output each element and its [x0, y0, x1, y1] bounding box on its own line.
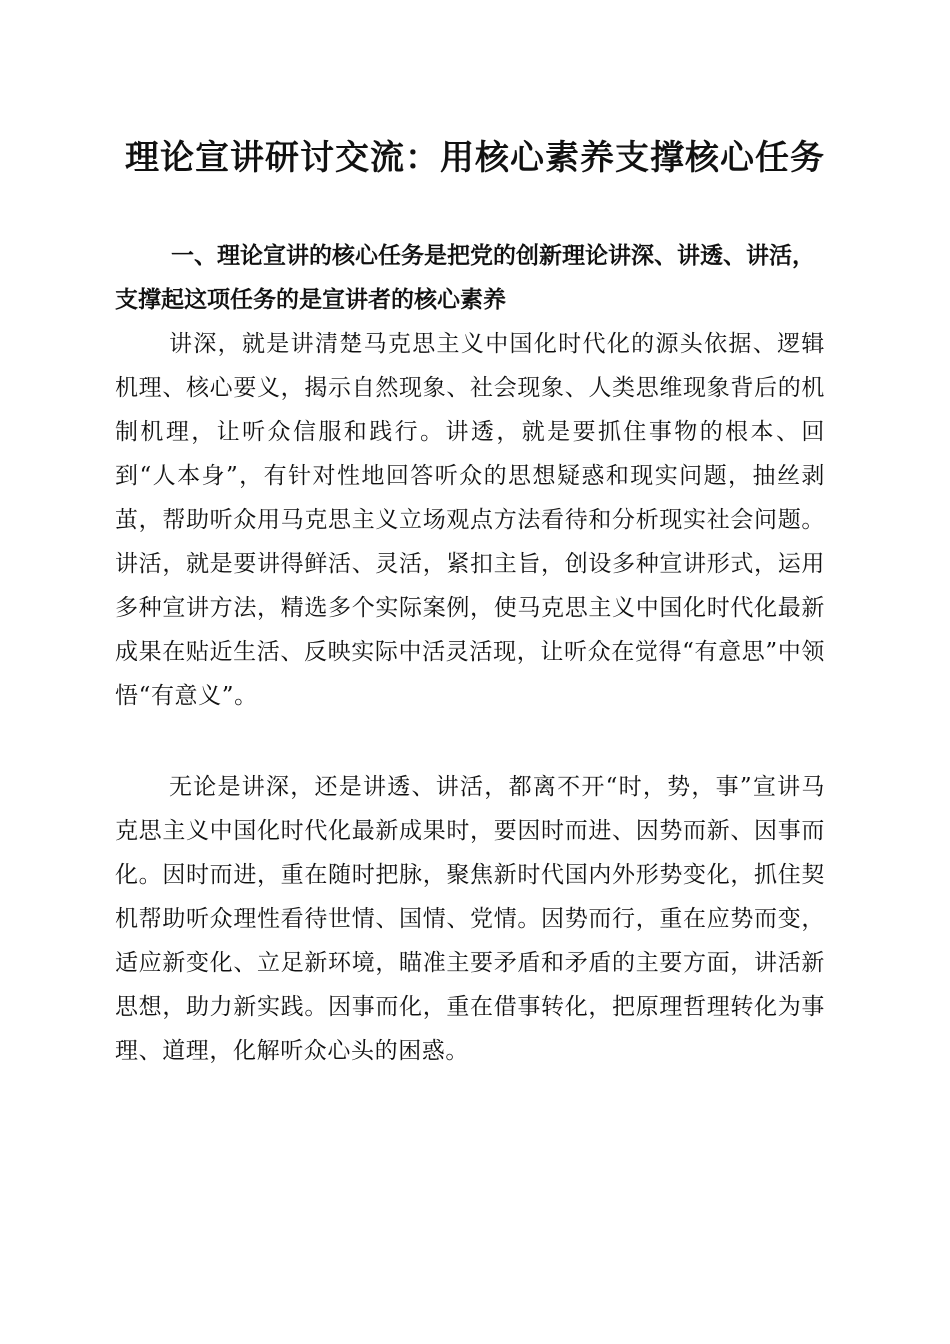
body-paragraph-2: 无论是讲深，还是讲透、讲活，都离不开“时，势，事”宣讲马克思主义中国化时代化最新成果时，要因时而进、因势而新、因事而化。因时而进，重在随时把脉，聚焦新时代国内外形势变化，抓住契机帮助听众理性看待世情、国情、党情。因势而行，重在应势而变，适应新变化、立足新环境，瞄准主要矛盾和矛盾的主要方面，讲活新思想，助力新实践。因事而化，重在借事转化，把原理哲理转化为事理、道理，化解听众心头的困惑。: [115, 774, 825, 1064]
document-title: 理论宣讲研讨交流：用核心素养支撑核心任务: [125, 138, 825, 178]
section-heading: 一、理论宣讲的核心任务是把党的创新理论讲深、讲透、讲活，支撑起这项任务的是宣讲者的核心素养: [115, 243, 815, 313]
body-paragraph-1: 讲深，就是讲清楚马克思主义中国化时代化的源头依据、逻辑机理、核心要义，揭示自然现象、社会现象、人类思维现象背后的机制机理，让听众信服和践行。讲透，就是要抓住事物的根本、回到“人本身”，有针对性地回答听众的思想疑惑和现实问题，抽丝剥茧，帮助听众用马克思主义立场观点方法看待和分析现实社会问题。讲活，就是要讲得鲜活、灵活，紧扣主旨，创设多种宣讲形式，运用多种宣讲方法，精选多个实际案例，使马克思主义中国化时代化最新成果在贴近生活、反映实际中活灵活现，让听众在觉得“有意思”中领悟“有意义”。: [115, 331, 825, 709]
